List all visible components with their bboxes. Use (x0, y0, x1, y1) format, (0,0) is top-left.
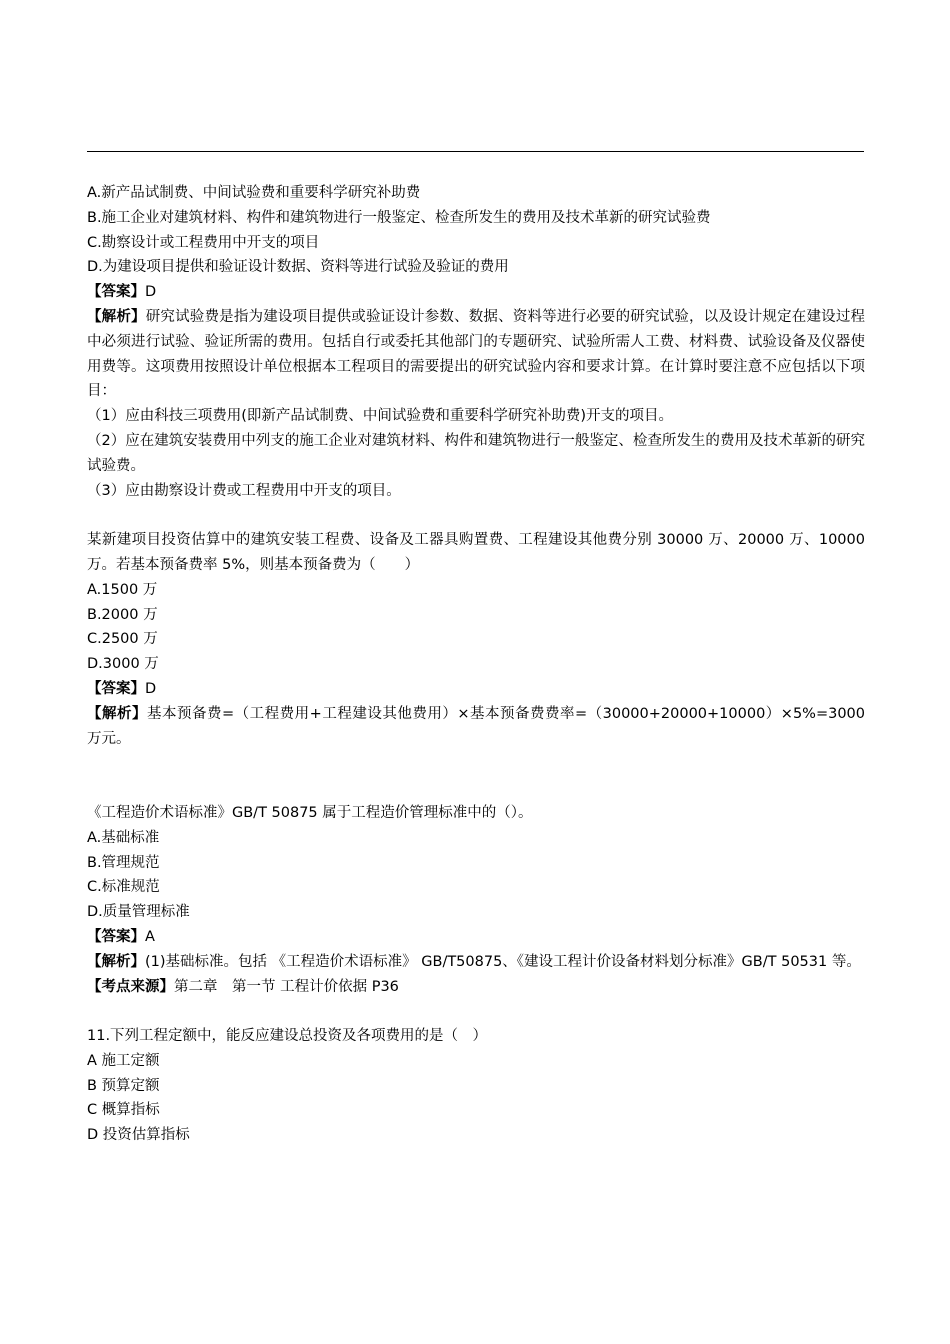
option-b: B.施工企业对建筑材料、构件和建筑物进行一般鉴定、检查所发生的费用及技术革新的研究试验费 (87, 209, 711, 226)
option-d: D.为建设项目提供和验证设计数据、资料等进行试验及验证的费用 (87, 259, 509, 276)
source-value: 第二章 第一节 工程计价依据 P36 (174, 978, 399, 995)
analysis-text: (1)基础标准。包括 《工程造价术语标准》 GB/T50875、《建设工程计价设备材料划分标准》GB/T 50531 等。 (145, 953, 861, 970)
answer-label: 【答案】 (87, 680, 145, 697)
answer-value: D (145, 284, 157, 301)
option-d: D 投资估算指标 (87, 1127, 190, 1144)
option-c: C.2500 万 (87, 631, 158, 648)
question-text: 11.下列工程定额中，能反应建设总投资及各项费用的是（ ） (87, 1028, 488, 1045)
option-a: A 施工定额 (87, 1052, 160, 1069)
option-a: A.基础标准 (87, 829, 160, 846)
analysis-text: 研究试验费是指为建设项目提供或验证设计参数、数据、资料等进行必要的研究试验，以及设计规定在建设过程中必须进行试验、验证所需的费用。包括自行或委托其他部门的专题研究、试验所需人工费、材料费、试验设备及仪器使用费等。这项费用按照设计单位根据本工程项目的需要提出的研究试验内容和要求计算。在计算时要注意不应包括以下项目： (87, 308, 865, 400)
analysis-paragraph (87, 702, 865, 752)
spacer (87, 751, 865, 801)
answer-line (87, 925, 865, 950)
option-a: A.新产品试制费、中间试验费和重要科学研究补助费 (87, 185, 421, 201)
analysis-label: 【解析】 (87, 953, 145, 970)
option-a: A.1500 万 (87, 581, 158, 598)
question-block-1 (87, 181, 865, 503)
option-b: B 预算定额 (87, 1077, 160, 1094)
source-label: 【考点来源】 (87, 978, 174, 995)
analysis-label: 【解析】 (87, 705, 148, 722)
analysis-paragraph (87, 950, 865, 975)
option-c: C.勘察设计或工程费用中开支的项目 (87, 234, 320, 251)
question-block-4 (87, 1024, 865, 1148)
question-text: 《工程造价术语标准》GB/T 50875 属于工程造价管理标准中的（）。 (87, 804, 533, 821)
question-text: 某新建项目投资估算中的建筑安装工程费、设备及工器具购置费、工程建设其他费分别 30000 万、20000 万、10000 万。若基本预备费率 5%，则基本预备费为（ ） (87, 532, 865, 573)
analysis-item-3: （3）应由勘察设计费或工程费用中开支的项目。 (87, 482, 401, 499)
option-b: B.管理规范 (87, 854, 160, 871)
answer-line (87, 677, 865, 702)
analysis-item-2: （2）应在建筑安装费用中列支的施工企业对建筑材料、构件和建筑物进行一般鉴定、检查所发生的费用及技术革新的研究试验费。 (87, 432, 865, 474)
analysis-label: 【解析】 (87, 308, 146, 325)
spacer (87, 999, 865, 1024)
answer-line (87, 280, 865, 305)
document-content (87, 181, 865, 1148)
analysis-item-1: （1）应由科技三项费用(即新产品试制费、中间试验费和重要科学研究补助费)开支的项目。 (87, 408, 674, 425)
answer-label: 【答案】 (87, 928, 145, 945)
header-rule (87, 151, 864, 152)
option-d: D.质量管理标准 (87, 904, 190, 921)
option-d: D.3000 万 (87, 656, 159, 673)
spacer (87, 503, 865, 528)
option-b: B.2000 万 (87, 606, 158, 623)
analysis-text: 基本预备费=（工程费用+工程建设其他费用）×基本预备费费率=（30000+20000+10000）×5%=3000 万元。 (87, 705, 866, 747)
answer-label: 【答案】 (87, 284, 145, 301)
analysis-paragraph (87, 305, 865, 404)
option-c: C.标准规范 (87, 879, 160, 896)
source-line (87, 975, 865, 1000)
question-block-2 (87, 528, 865, 751)
option-c: C 概算指标 (87, 1102, 160, 1119)
question-block-3 (87, 801, 865, 999)
answer-value: D (145, 680, 157, 697)
answer-value: A (145, 928, 155, 945)
